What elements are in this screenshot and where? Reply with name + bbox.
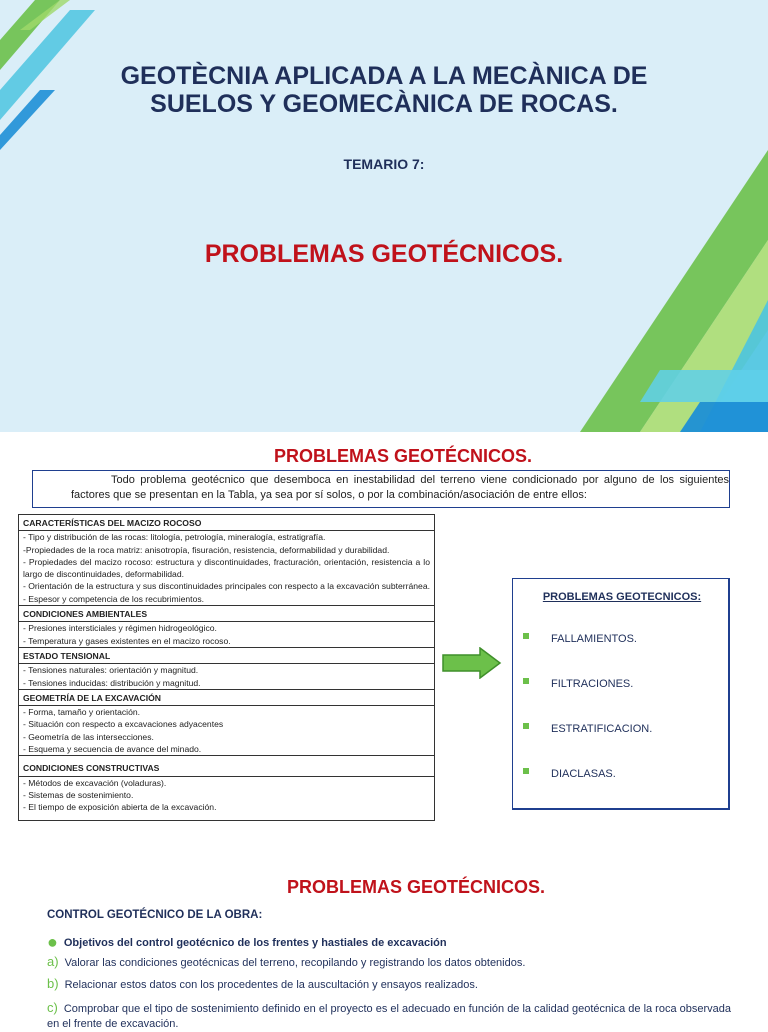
table-line: - Espesor y competencia de los recubrimientos. [23,593,205,604]
item-letter: a) [47,954,59,969]
item-text: Comprobar que el tipo de sostenimiento definido en el proyecto es el adecuado en función de la calidad geotécnica de la roca observada en el frente de excavación. [47,1003,732,1030]
table-line: - Sistemas de sostenimiento. [23,789,134,800]
objective-item [47,954,737,969]
item-text: Valorar las condiciones geotécnicas del terreno, recopilando y registrando los datos obtenidos. [64,957,526,969]
objective-item [47,1000,737,1032]
objective-item [47,976,737,991]
table-line: - El tiempo de exposición abierta de la excavación. [23,802,217,813]
title-line-2: SUELOS Y GEOMECÀNICA DE ROCAS. [150,90,618,118]
table-section-header: ESTADO TENSIONAL [19,648,434,664]
factors-slide [0,432,768,864]
problem-item-label: FALLAMIENTOS. [551,633,637,645]
table-line: -Propiedades de la roca matriz: anisotropía, fisuración, resistencia, deformabilidad y durabilidad. [23,544,390,555]
table-section-header: CONDICIONES CONSTRUCTIVAS [19,756,434,776]
item-text: Relacionar estos datos con los procedentes de la auscultación y ensayos realizados. [64,979,478,991]
table-section-header: GEOMETRÍA DE LA EXCAVACIÓN [19,690,434,706]
green-square-bullet-icon [523,633,529,639]
objectives-heading-text: Objetivos del control geotécnico de los frentes y hastiales de excavación [63,937,447,949]
table-line: - Temperatura y gases existentes en el macizo rocoso. [23,635,231,646]
presentation-title [0,62,768,118]
table-line: - Geometría de las intersecciones. [23,731,154,742]
problem-item-label: ESTRATIFICACION. [551,723,653,735]
control-heading: CONTROL GEOTÉCNICO DE LA OBRA: [47,909,263,921]
table-line: - Métodos de excavación (voladuras). [23,777,167,788]
table-section-body [19,777,434,820]
right-arrow-icon [442,647,502,679]
table-section-body [19,531,434,606]
intro-text-box [32,470,730,508]
objectives-heading [47,930,447,951]
temario-label: TEMARIO 7: [343,156,425,172]
table-section-body [19,622,434,648]
table-line: - Tensiones inducidas: distribución y magnitud. [23,677,201,688]
title-slide [0,0,768,432]
green-square-bullet-icon [523,768,529,774]
table-line: - Orientación de la estructura y sus discontinuidades principales con respecto a la excavación subterránea. [23,581,430,592]
factors-table [18,514,435,821]
table-line: - Propiedades del macizo rocoso: estructura y discontinuidades, fracturación, orientación, resistencia a lo largo de discontinuidades, deformabilidad. [23,556,430,580]
green-square-bullet-icon [523,723,529,729]
table-line: - Situación con respecto a excavaciones adyacentes [23,719,224,730]
table-section-body [19,706,434,756]
slide3-title: PROBLEMAS GEOTÉCNICOS. [286,877,546,897]
intro-text: Todo problema geotécnico que desemboca en inestabilidad del terreno viene condicionado por alguno de los siguientes factores que se presentan en la Tabla, ya sea por sí solos, o por la combinación/asociación de entre ellos: [71,474,729,501]
table-section-header: CONDICIONES AMBIENTALES [19,606,434,622]
slide2-title: PROBLEMAS GEOTÉCNICOS. [273,446,533,466]
green-dot-bullet-icon: ● [47,932,58,952]
table-line: - Tipo y distribución de las rocas: litología, petrología, mineralogía, estratigrafía. [23,532,326,543]
table-line: - Esquema y secuencia de avance del minado. [23,744,202,755]
green-square-bullet-icon [523,678,529,684]
title-line-1: GEOTÈCNIA APLICADA A LA MECÀNICA DE [120,62,648,90]
problems-box [512,578,730,810]
slide1-heading: PROBLEMAS GEOTÉCNICOS. [204,240,564,268]
control-slide [0,864,768,1030]
table-line: - Presiones intersticiales y régimen hidrogeológico. [23,623,217,634]
table-line: - Tensiones naturales: orientación y magnitud. [23,665,199,676]
item-letter: b) [47,976,59,991]
problems-box-title: PROBLEMAS GEOTECNICOS: [542,591,702,603]
table-line: - Forma, tamaño y orientación. [23,707,141,718]
table-section-header: CARACTERÍSTICAS DEL MACIZO ROCOSO [19,515,434,531]
item-letter: c) [47,1000,58,1015]
problem-item-label: DIACLASAS. [551,768,616,780]
problem-item-label: FILTRACIONES. [551,678,634,690]
table-section-body [19,664,434,690]
